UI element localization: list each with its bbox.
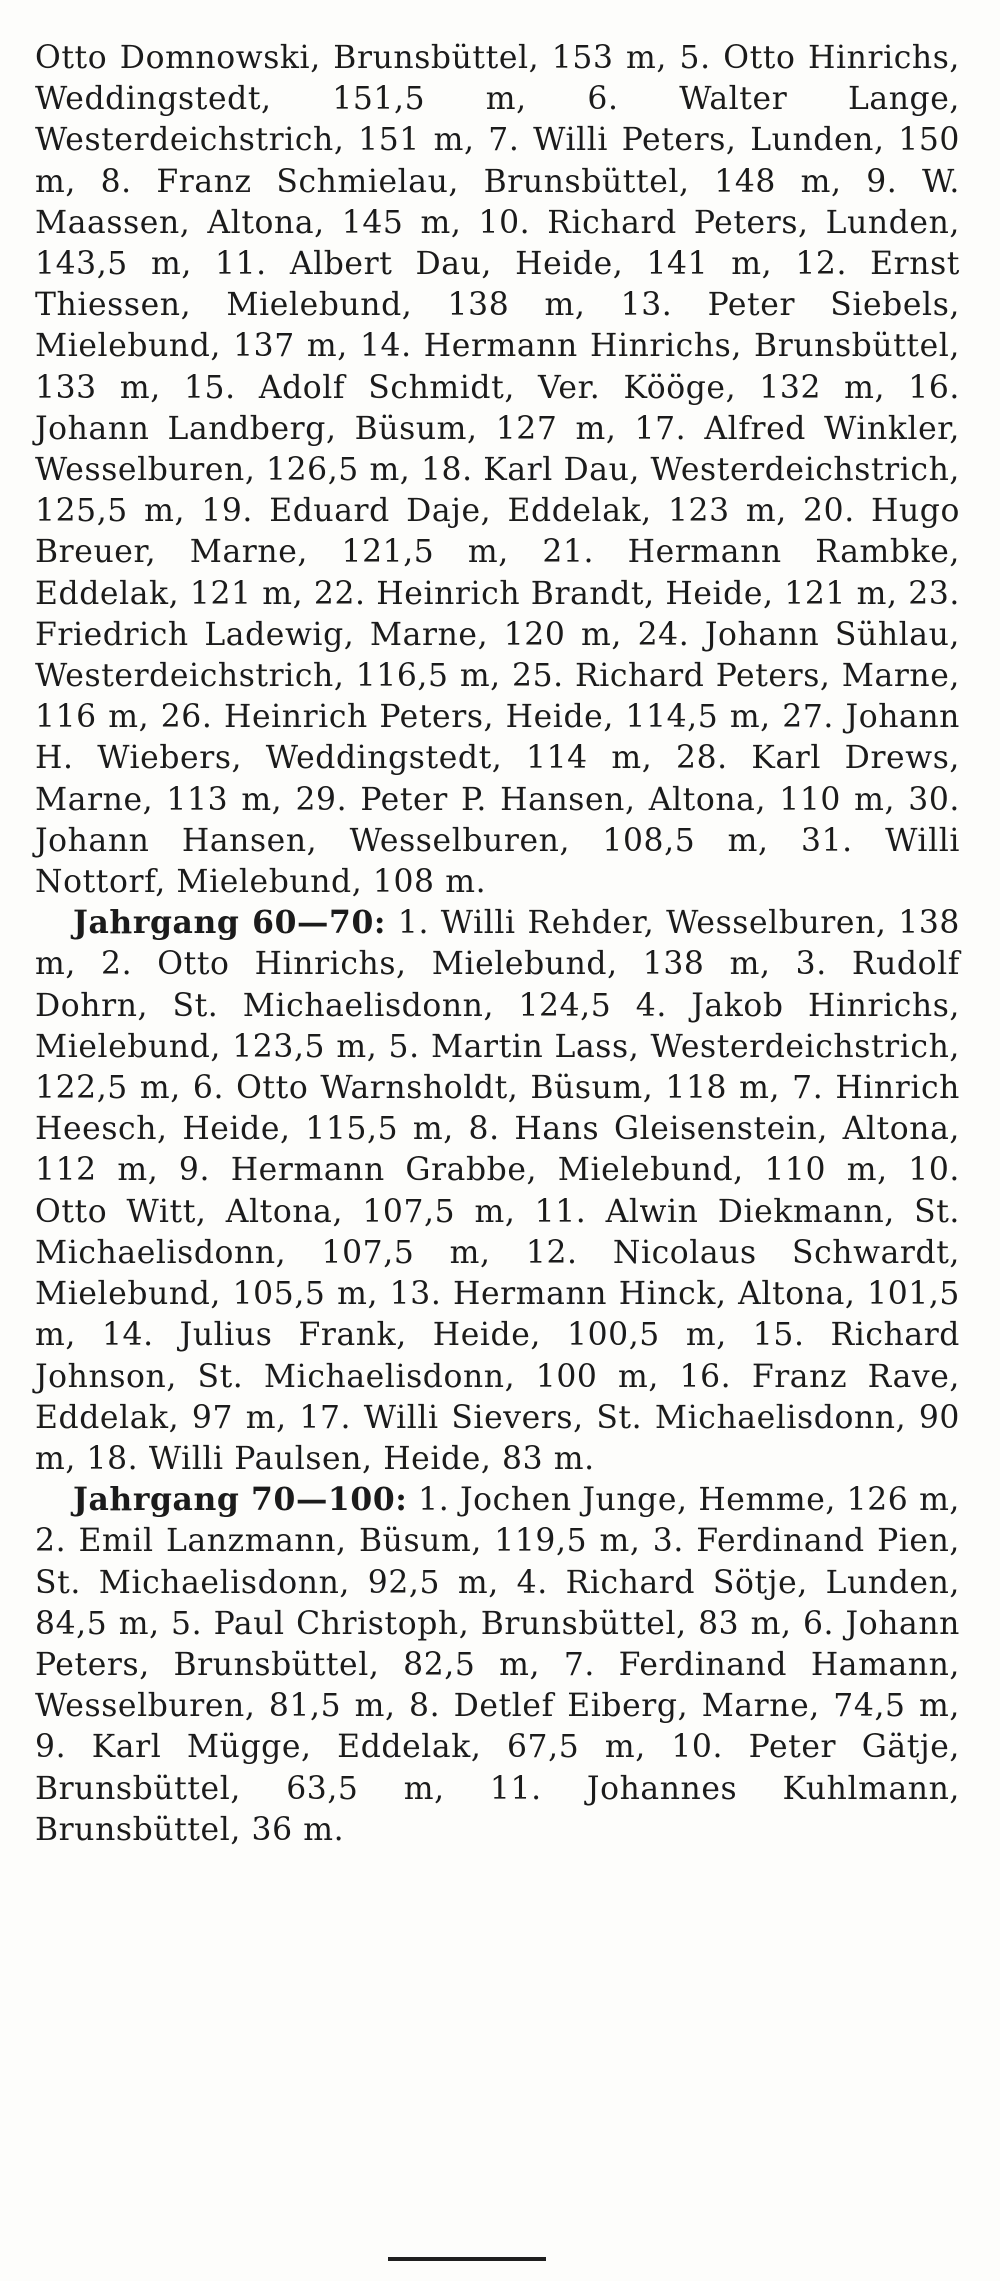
- paragraph-text: Otto Domnowski, Brunsbüttel, 153 m, 5. Otto Hinrichs, Weddingstedt, 151,5 m, 6. Walter Lange, Westerdeichstrich, 151 m, 7. Willi Peters, Lunden, 150 m, 8. Franz Schmielau, Brunsbüttel, 148 m, 9. W. Maassen, Altona, 145 m, 10. Richard Peters, Lunden, 143,5 m, 11. Albert Dau, Heide, 141 m, 12. Ernst Thiessen, Mielebund, 138 m, 13. Peter Siebels, Mielebund, 137 m, 14. Hermann Hinrichs, Brunsbüttel, 133 m, 15. Adolf Schmidt, Ver. Kööge, 132 m, 16. Johann Landberg, Büsum, 127 m, 17. Alfred Winkler, Wesselburen, 126,5 m, 18. Karl Dau, Westerdeichstrich, 125,5 m, 19. Eduard Daje, Eddelak, 123 m, 20. Hugo Breuer, Marne, 121,5 m, 21. Hermann Rambke, Eddelak, 121 m, 22. Heinrich Brandt, Heide, 121 m, 23. Friedrich Ladewig, Marne, 120 m, 24. Johann Sühlau, Westerdeichstrich, 116,5 m, 25. Richard Peters, Marne, 116 m, 26. Heinrich Peters, Heide, 114,5 m, 27. Johann H. Wiebers, Weddingstedt, 114 m, 28. Karl Drews, Marne, 113 m, 29. Peter P. Hansen, Altona, 110 m, 30. Johann Hansen, Wesselburen, 108,5 m, 31. Willi Nottorf, Mielebund, 108 m.: [35, 40, 960, 901]
- end-rule: [388, 2257, 546, 2261]
- paragraph-heading: Jahrgang 60—70:: [73, 905, 387, 942]
- results-paragraph-continued: [35, 38, 960, 903]
- paragraph-text: 1. Jochen Junge, Hemme, 126 m, 2. Emil Lanzmann, Büsum, 119,5 m, 3. Ferdinand Pien, St. Michaelisdonn, 92,5 m, 4. Richard Sötje, Lunden, 84,5 m, 5. Paul Christoph, Brunsbüttel, 83 m, 6. Johann Peters, Brunsbüttel, 82,5 m, 7. Ferdinand Hamann, Wesselburen, 81,5 m, 8. Detlef Eiberg, Marne, 74,5 m, 9. Karl Mügge, Eddelak, 67,5 m, 10. Peter Gätje, Brunsbüttel, 63,5 m, 11. Johannes Kuhlmann, Brunsbüttel, 36 m.: [35, 1482, 961, 1848]
- results-paragraph-jahrgang-60-70: [35, 903, 960, 1480]
- paragraph-heading: Jahrgang 70—100:: [73, 1482, 408, 1519]
- results-paragraph-jahrgang-70-100: [35, 1480, 960, 1851]
- results-column: [35, 38, 960, 1851]
- paragraph-text: 1. Willi Rehder, Wesselburen, 138 m, 2. Otto Hinrichs, Mielebund, 138 m, 3. Rudolf Dohrn, St. Michaelisdonn, 124,5 4. Jakob Hinrichs, Mielebund, 123,5 m, 5. Martin Lass, Westerdeichstrich, 122,5 m, 6. Otto Warnsholdt, Büsum, 118 m, 7. Hinrich Heesch, Heide, 115,5 m, 8. Hans Gleisenstein, Altona, 112 m, 9. Hermann Grabbe, Mielebund, 110 m, 10. Otto Witt, Altona, 107,5 m, 11. Alwin Diekmann, St. Michaelisdonn, 107,5 m, 12. Nicolaus Schwardt, Mielebund, 105,5 m, 13. Hermann Hinck, Altona, 101,5 m, 14. Julius Frank, Heide, 100,5 m, 15. Richard Johnson, St. Michaelisdonn, 100 m, 16. Franz Rave, Eddelak, 97 m, 17. Willi Sievers, St. Michaelisdonn, 90 m, 18. Willi Paulsen, Heide, 83 m.: [35, 905, 960, 1477]
